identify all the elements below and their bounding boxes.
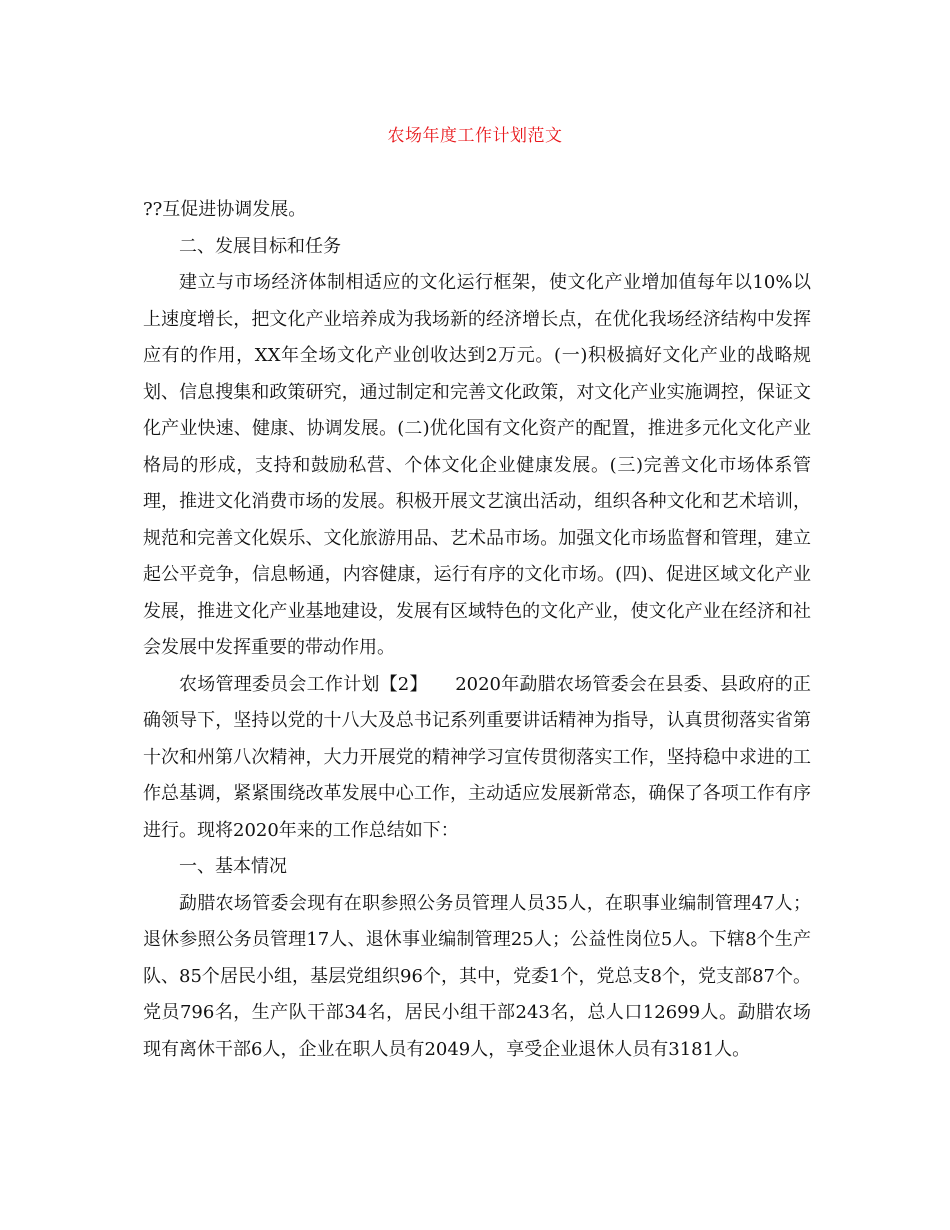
paragraph-goals: 建立与市场经济体制相适应的文化运行框架，使文化产业增加值每年以10%以上速度增长，把文化产业培养成为我场新的经济增长点，在优化我场经济结构中发挥应有的作用，XX年全场文化产业创收达到2万元。(一)积极搞好文化产业的战略规划、信息搜集和政策研究，通过制定和完善文化政策，对文化产业实施调控，保证文化产业快速、健康、协调发展。(二)优化国有文化资产的配置，推进多元化文化产业格局的形成，支持和鼓励私营、个体文化企业健康发展。(三)完善文化市场体系管理，推进文化消费市场的发展。积极开展文艺演出活动，组织各种文化和艺术培训，规范和完善文化娱乐、文化旅游用品、艺术品市场。加强文化市场监督和管理，建立起公平竞争，信息畅通，内容健康，运行有序的文化市场。(四)、促进区域文化产业发展，推进文化产业基地建设，发展有区域特色的文化产业，使文化产业在经济和社会发展中发挥重要的带动作用。 (143, 272, 811, 658)
paragraph-committee-plan: 农场管理委员会工作计划【2】 2020年勐腊农场管委会在县委、县政府的正确领导下，坚持以党的十八大及总书记系列重要讲话精神为指导，认真贯彻落实省第十次和州第八次精神，大力开展党的精神学习宣传贯彻落实工作，坚持稳中求进的工作总基调，紧紧围绕改革发展中心工作，主动适应发展新常态，确保了各项工作有序进行。现将2020年来的工作总结如下： (143, 673, 811, 841)
section-heading-basic-info: 一、基本情况 (179, 856, 287, 877)
paragraph-basic-info: 勐腊农场管委会现有在职参照公务员管理人员35人，在职事业编制管理47人；退休参照公务员管理17人、退休事业编制管理25人；公益性岗位5人。下辖8个生产队、85个居民小组，基层党组织96个，其中，党委1个，党总支8个，党支部87个。党员796名，生产队干部34名，居民小组干部243名，总人口12699人。勐腊农场现有离休干部6人，企业在职人员有2049人，享受企业退休人员有3181人。 (143, 892, 811, 1060)
document-title: 农场年度工作计划范文 (387, 126, 563, 146)
document-body (143, 192, 811, 1068)
section-heading-goals: 二、发展目标和任务 (179, 235, 341, 257)
paragraph-continuation: ??互促进协调发展。 (143, 199, 307, 220)
